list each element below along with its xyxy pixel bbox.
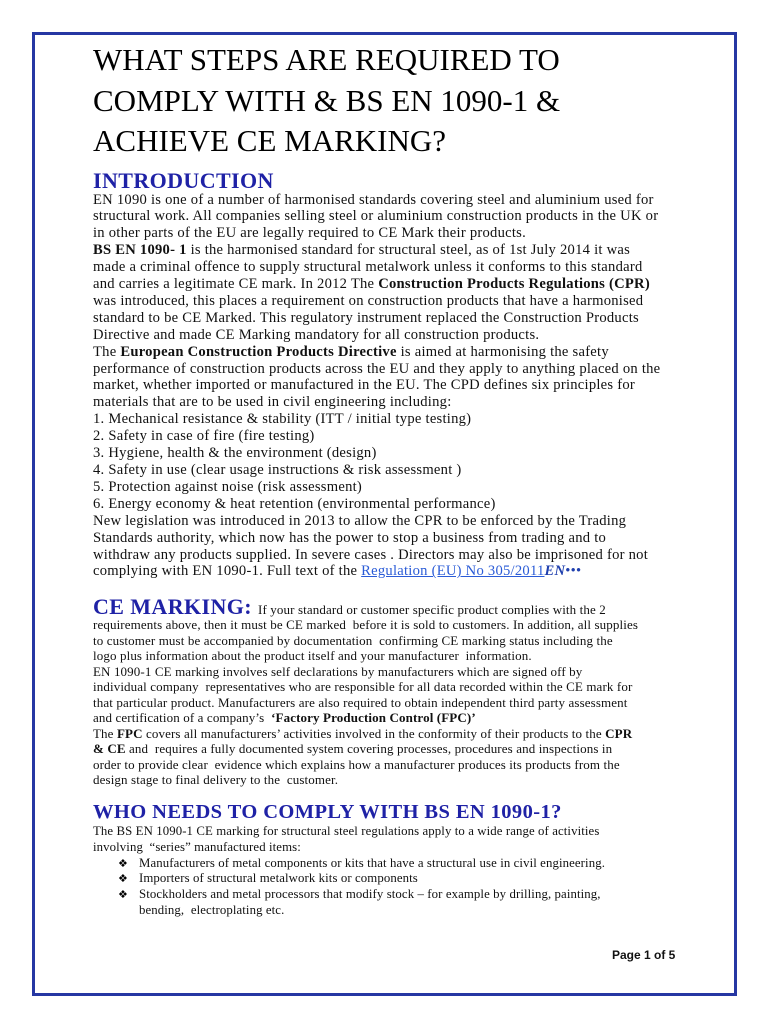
list-item [93,871,605,887]
body-text: The [93,343,121,360]
body-line [93,344,660,361]
bold-term: BS EN 1090- 1 [93,242,187,259]
principle-item: 2. Safety in case of fire (fire testing) [93,428,315,445]
body-line: New legislation was introduced in 2013 to allow the CPR to be enforced by the Trading [93,512,627,529]
diamond-bullet-icon: ❖ [118,888,128,902]
body-line: design stage to final delivery to the customer. [93,772,339,788]
who-needs-heading: WHO NEEDS TO COMPLY WITH BS EN 1090-1? [93,801,562,823]
body-text: and carries a legitimate CE mark. In 2012 The [93,276,379,293]
bold-term: & CE [93,741,126,757]
body-line: structural work. All companies selling steel or aluminium construction products in the UK or [93,208,659,225]
bold-term: FPC [116,725,143,741]
list-item [93,856,605,872]
principle-item: 5. Protection against noise (risk assessment) [93,478,363,495]
page-number: Page 1 of 5 [612,948,676,962]
body-line [93,276,660,293]
list-item-text: Importers of structural metalwork kits or components [139,871,418,886]
body-line [93,741,638,757]
ce-marking-heading: CE MARKING: [93,594,253,619]
list-item-text: Manufacturers of metal components or kits that have a structural use in civil engineering. [139,855,605,870]
principle-item: 3. Hygiene, health & the environment (design) [93,445,377,462]
body-line: order to provide clear evidence which explains how a manufacturer produces its products from the [93,756,620,772]
body-text: covers all manufacturers’ activities involved in the conformity of their products to the [142,725,606,741]
regulation-link[interactable] [361,563,581,579]
principle-item: 6. Energy economy & heat retention (environmental performance) [93,495,496,512]
body-line: that particular product. Manufacturers are also required to obtain independent third party assessment [93,694,628,710]
document-title [93,40,560,162]
list-item-text: bending, electroplating etc. [139,902,285,917]
body-text: If your standard or customer specific product complies with the 2 [258,602,606,617]
list-item [93,887,605,919]
body-line: in other parts of the EU are legally required to CE Mark their products. [93,225,526,242]
bold-term: European Construction Products Directive [120,343,397,360]
body-line: logo plus information about the product itself and your manufacturer information. [93,648,532,664]
introduction-body [93,192,660,581]
bold-term: ‘Factory Production Control (FPC)’ [271,710,476,726]
principle-item: 1. Mechanical resistance & stability (ITT / initial type testing) [93,411,472,428]
introduction-heading: INTRODUCTION [93,168,274,193]
body-line: EN 1090-1 CE marking involves self declarations by manufacturers which are signed off by [93,663,583,679]
title-line: ACHIEVE CE MARKING? [93,123,447,158]
diamond-bullet-icon: ❖ [118,856,128,870]
body-line [93,710,638,726]
title-line: COMPLY WITH & BS EN 1090-1 & [93,82,561,118]
body-line: withdraw any products supplied. In severe cases . Directors may also be imprisoned for not [93,546,649,563]
list-item-text: Stockholders and metal processors that modify stock – for example by drilling, painting, [139,887,601,902]
body-line: to customer must be accompanied by documentation confirming CE marking status including the [93,632,613,648]
body-line: EN 1090 is one of a number of harmonised standards covering steel and aluminium used for [93,191,654,208]
body-line: market, whether imported or manufactured in the EU. The CPD defines six principles for [93,377,636,394]
body-line: made a criminal offence to supply structural metalwork unless it conforms to this standard [93,259,643,276]
body-line: materials that are to be used in civil engineering including: [93,394,452,411]
who-needs-body [93,824,605,919]
language-tag[interactable]: EN [544,563,566,580]
body-line: Standards authority, which now has the power to stop a business from trading and to [93,529,607,546]
body-text: and requires a fully documented system covering processes, procedures and inspections in [125,741,613,757]
diamond-bullet-icon: ❖ [118,872,128,886]
principle-item: 4. Safety in use (clear usage instructions & risk assessment ) [93,462,462,478]
body-text: is aimed at harmonising the safety [396,343,609,360]
more-languages-dots[interactable]: ••• [565,563,582,580]
body-line: involving “series” manufactured items: [93,839,301,854]
title-line: WHAT STEPS ARE REQUIRED TO [93,42,560,77]
body-text: is the harmonised standard for structural steel, as of 1st July 2014 it was [186,242,631,259]
body-line [93,563,660,580]
ce-marking-body [93,617,638,788]
body-line: The BS EN 1090-1 CE marking for structural steel regulations apply to a wide range of activities [93,824,600,838]
bold-term: Construction Products Regulations (CPR) [378,276,650,293]
body-text: and certification of a company’s [93,710,272,726]
body-line: requirements above, then it must be CE marked before it is sold to customers. In addition, all supplies [93,617,639,633]
body-line: was introduced, this places a requirement on construction products that have a harmonised [93,292,644,309]
bold-term: CPR [605,725,633,741]
body-text: complying with EN 1090-1. Full text of the [93,563,362,580]
body-line [93,726,638,742]
regulation-link-text[interactable]: Regulation (EU) No 305/2011 [361,563,545,580]
body-line: performance of construction products across the EU and they apply to anything placed on the [93,360,661,377]
body-line: standard to be CE Marked. This regulatory instrument replaced the Construction Products [93,309,639,326]
body-line: Directive and made CE Marking mandatory for all construction products. [93,326,540,343]
body-line: individual company representatives who are responsible for all data recorded within the CE mark for [93,679,633,695]
body-text: The [93,725,117,741]
body-line [93,242,660,259]
